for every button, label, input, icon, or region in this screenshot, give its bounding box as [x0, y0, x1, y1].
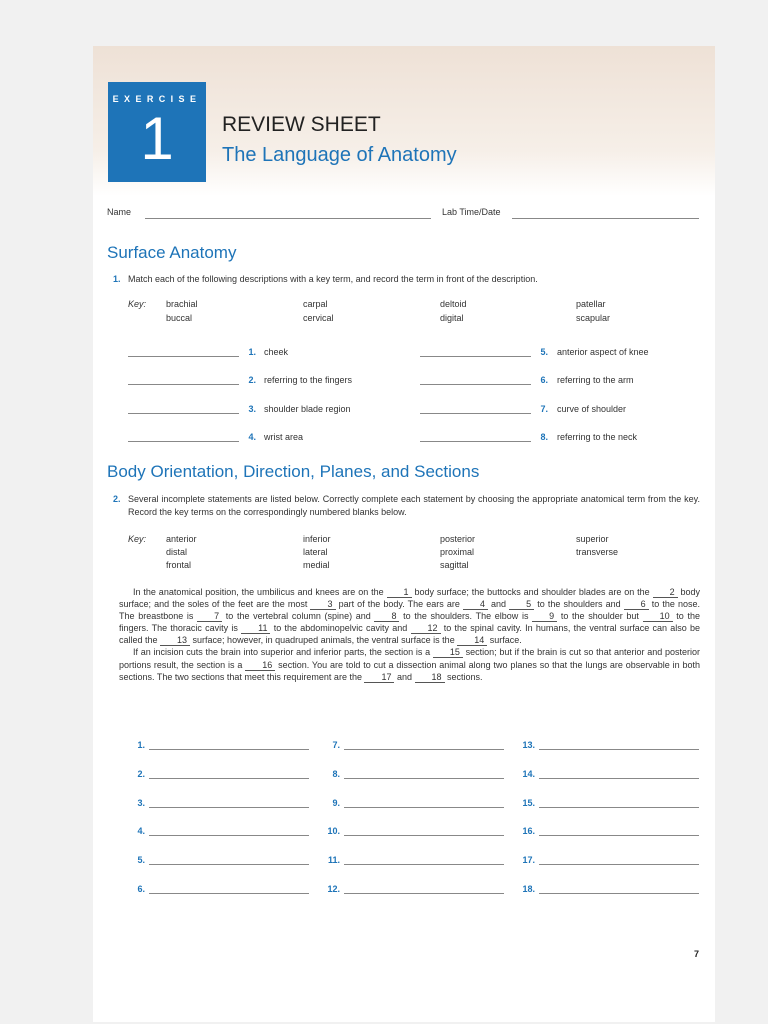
key-term: buccal — [166, 313, 193, 323]
answer-blank[interactable] — [128, 441, 239, 442]
answer-number: 6. — [137, 884, 145, 894]
paragraph-anatomical-position — [119, 586, 700, 646]
answer-number: 9. — [332, 797, 340, 808]
key-term: brachial — [166, 299, 198, 309]
item-description: anterior aspect of knee — [557, 347, 649, 357]
question-number: 1. — [113, 274, 121, 284]
blank-number[interactable]: 15 — [433, 647, 463, 658]
question-number: 2. — [113, 494, 121, 504]
paragraph-text: body surface; the buttocks and shoulder blades are on the — [411, 587, 653, 597]
answer-blank[interactable] — [344, 807, 504, 808]
blank-number[interactable]: 4 — [463, 599, 488, 610]
paragraph-text: and — [394, 671, 415, 682]
answer-number: 13. — [522, 740, 535, 750]
question-text: Several incomplete statements are listed below. Correctly complete each statement by choosing the appropriate anatomical term from the key. Record the key terms on the correspondingly numbered blanks below. — [128, 494, 700, 517]
answer-blank[interactable] — [420, 384, 531, 385]
key-term: digital — [440, 313, 464, 323]
item-number: 6. — [540, 375, 548, 385]
paragraph-text: and — [487, 599, 510, 610]
paragraph-text: surface. — [487, 635, 522, 646]
answer-number: 11. — [327, 855, 340, 866]
key-term: lateral — [303, 547, 328, 557]
item-description: cheek — [264, 347, 289, 357]
blank-number[interactable]: 9 — [532, 611, 557, 622]
blank-number[interactable]: 1 — [387, 587, 412, 598]
answer-blank[interactable] — [344, 864, 504, 865]
paragraph-text: sections. — [444, 671, 483, 682]
paragraph-text: to the vertebral column (spine) and — [222, 611, 375, 622]
name-field[interactable] — [145, 218, 431, 219]
paragraph-text: If an incision cuts the brain into superior and inferior parts, the section is a — [133, 647, 433, 658]
answer-blank[interactable] — [539, 749, 699, 750]
answer-number: 4. — [137, 826, 145, 837]
paragraph-text: section; but if the brain is cut so that anterior and posterior portions result, the section is a — [119, 647, 700, 670]
answer-blank[interactable] — [539, 835, 699, 836]
item-number: 2. — [248, 375, 256, 385]
lab-time-label: Lab Time/Date — [442, 207, 501, 217]
answer-blank[interactable] — [149, 778, 309, 779]
review-sheet-title: REVIEW SHEET — [222, 113, 381, 136]
item-description: curve of shoulder — [557, 404, 627, 414]
answer-number: 12. — [327, 884, 340, 894]
paragraph-text: section. You are told to cut a dissection animal along two planes so that the lungs are observable in both sections. The two sections that meet this requirement are the — [119, 659, 700, 682]
key-label: Key: — [128, 534, 147, 544]
question-text: Match each of the following descriptions with a key term, and record the term in front of the description. — [128, 274, 538, 284]
key-term: carpal — [303, 299, 328, 309]
answer-blank[interactable] — [128, 413, 239, 414]
section-title-body-orientation: Body Orientation, Direction, Planes, and Sections — [107, 462, 480, 481]
name-label: Name — [107, 207, 132, 217]
answer-blank[interactable] — [420, 413, 531, 414]
key-term: medial — [303, 560, 330, 570]
key-term: anterior — [166, 534, 197, 544]
paragraph-sections — [119, 646, 700, 682]
review-sheet-subtitle: The Language of Anatomy — [222, 144, 457, 166]
answer-blank[interactable] — [149, 835, 309, 836]
answer-number: 18. — [522, 884, 535, 894]
blank-number[interactable]: 6 — [624, 599, 649, 610]
exercise-badge — [108, 82, 206, 182]
page-number: 7 — [694, 949, 700, 959]
paragraph-text: to the nose. The breastbone is — [119, 599, 700, 622]
blank-number[interactable]: 17 — [364, 672, 394, 683]
exercise-number: 1 — [140, 105, 174, 172]
answer-blank[interactable] — [539, 864, 699, 865]
answer-blank[interactable] — [128, 356, 239, 357]
key-term: frontal — [166, 560, 192, 570]
answer-blank[interactable] — [539, 807, 699, 808]
answer-number: 3. — [137, 797, 145, 808]
answer-blank[interactable] — [539, 778, 699, 779]
paragraph-text: to the spinal cavity. In humans, the ventral surface can also be called the — [119, 623, 700, 646]
key-term: deltoid — [440, 299, 467, 309]
paragraph-text: body surface; and the soles of the feet are the most — [119, 587, 701, 610]
item-number: 4. — [248, 432, 256, 442]
blank-number[interactable]: 8 — [374, 611, 399, 622]
answer-number: 17. — [522, 855, 535, 866]
answer-number: 10. — [327, 826, 340, 837]
key-label: Key: — [128, 299, 147, 309]
key-term: posterior — [440, 534, 476, 544]
blank-number[interactable]: 13 — [160, 635, 190, 646]
section-title-surface-anatomy: Surface Anatomy — [107, 243, 237, 262]
answer-blank[interactable] — [344, 749, 504, 750]
answer-number: 14. — [522, 768, 535, 779]
answer-blank[interactable] — [420, 441, 531, 442]
item-description: referring to the neck — [557, 432, 638, 442]
item-number: 8. — [540, 432, 548, 442]
key-term: scapular — [576, 313, 611, 323]
lab-time-field[interactable] — [512, 218, 699, 219]
item-number: 3. — [248, 404, 256, 414]
blank-number[interactable]: 18 — [415, 672, 445, 683]
blank-number[interactable]: 2 — [653, 587, 678, 598]
paragraph-text: In the anatomical position, the umbilicus and knees are on the — [133, 587, 387, 597]
answer-blank[interactable] — [420, 356, 531, 357]
blank-number[interactable]: 7 — [197, 611, 222, 622]
paragraph-text: to the shoulders. The elbow is — [399, 611, 533, 622]
blank-number[interactable]: 10 — [643, 611, 673, 622]
answer-blank[interactable] — [149, 893, 309, 894]
key-term: patellar — [576, 299, 606, 309]
key-term: distal — [166, 547, 188, 557]
answer-number: 7. — [332, 740, 340, 750]
blank-number[interactable]: 16 — [245, 660, 275, 671]
key-term: cervical — [303, 313, 334, 323]
key-term: transverse — [576, 547, 619, 557]
exercise-label: EXERCISE — [112, 94, 202, 104]
blank-number[interactable]: 3 — [310, 599, 335, 610]
answer-number: 2. — [137, 768, 145, 779]
key-term: superior — [576, 534, 609, 544]
paragraph-text: part of the body. The ears are — [335, 599, 463, 610]
item-description: referring to the arm — [557, 375, 634, 385]
answer-number: 1. — [137, 740, 145, 750]
item-description: referring to the fingers — [264, 375, 353, 385]
blank-number[interactable]: 14 — [457, 635, 487, 646]
answer-blank[interactable] — [149, 749, 309, 750]
fill-in-paragraphs — [119, 586, 700, 683]
item-description: wrist area — [264, 432, 304, 442]
paragraph-text: to the abdominopelvic cavity and — [270, 623, 411, 634]
answer-blank[interactable] — [344, 778, 504, 779]
answer-number: 16. — [522, 826, 535, 837]
blank-number[interactable]: 12 — [411, 623, 441, 634]
answer-blank[interactable] — [149, 864, 309, 865]
paragraph-text: surface; however, in quadruped animals, the ventral surface is the — [190, 635, 458, 646]
answer-blank[interactable] — [539, 893, 699, 894]
paragraph-text: to the shoulders and — [534, 599, 624, 610]
answer-number: 5. — [137, 855, 145, 866]
answer-number: 8. — [332, 768, 340, 779]
item-number: 7. — [540, 404, 548, 414]
key-term: proximal — [440, 547, 475, 557]
answer-blank[interactable] — [149, 807, 309, 808]
paragraph-text: to the shoulder but — [557, 611, 643, 622]
item-number: 1. — [248, 347, 256, 357]
answer-blank[interactable] — [128, 384, 239, 385]
key-term: sagittal — [440, 560, 469, 570]
answer-blank[interactable] — [344, 835, 504, 836]
worksheet-page — [93, 46, 715, 1022]
answer-number: 15. — [522, 797, 535, 808]
key-term: inferior — [303, 534, 331, 544]
item-number: 5. — [540, 347, 548, 357]
paragraph-text: to the fingers. The thoracic cavity is — [119, 611, 701, 634]
blank-number[interactable]: 11 — [241, 623, 270, 634]
answer-blank[interactable] — [344, 893, 504, 894]
item-description: shoulder blade region — [264, 404, 351, 414]
blank-number[interactable]: 5 — [509, 599, 534, 610]
